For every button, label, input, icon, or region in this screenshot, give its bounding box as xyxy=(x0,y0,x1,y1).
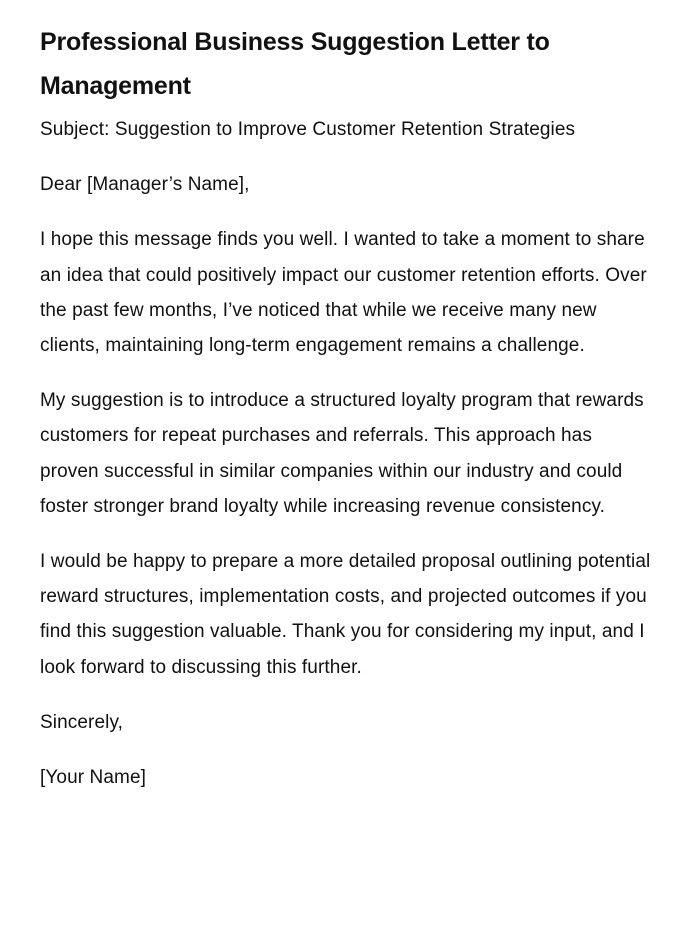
letter-paragraph-suggestion: My suggestion is to introduce a structured loyalty program that rewards customers for repeat purchases and referrals. This approach has proven successful in similar companies within our industry and could foster stronger brand loyalty while increasing revenue consistency. xyxy=(40,390,644,517)
letter-salutation: Dear [Manager’s Name], xyxy=(40,174,250,196)
letter-paragraph-intro: I hope this message finds you well. I wanted to take a moment to share an idea that could positively impact our customer retention efforts. Over the past few months, I’ve noticed that while we receive many new clients, maintaining long-term engagement remains a challenge. xyxy=(40,229,647,357)
letter-subject: Subject: Suggestion to Improve Customer Retention Strategies xyxy=(40,119,576,140)
letter-closing: Sincerely, xyxy=(40,711,124,733)
letter-paragraph-offer: I would be happy to prepare a more detailed proposal outlining potential reward structures, implementation costs, and projected outcomes if you find this suggestion valuable. Thank you for considering my input, and I look forward to discussing this further. xyxy=(40,551,651,678)
letter-signature: [Your Name] xyxy=(40,767,147,789)
letter-document xyxy=(40,20,656,815)
letter-title: Professional Business Suggestion Letter to Management xyxy=(40,28,550,100)
